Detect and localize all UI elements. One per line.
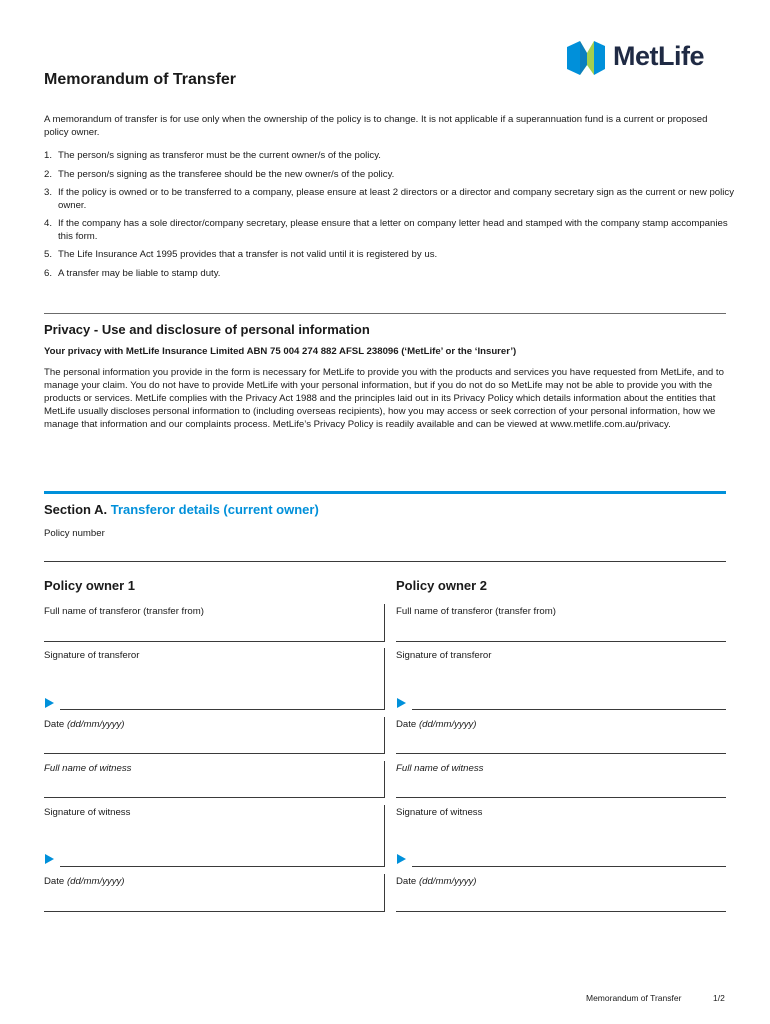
privacy-subheading: Your privacy with MetLife Insurance Limited ABN 75 004 274 882 AFSL 238096 (‘MetLife’ or the ‘Insurer’) [44, 346, 517, 357]
owner-1-witness-name-border [384, 761, 385, 798]
list-item: 2. The person/s signing as the transferee should be the new owner/s of the policy. [44, 168, 395, 180]
owner-1-witness-signature-border [384, 805, 385, 867]
owner-2-full-name-label: Full name of transferor (transfer from) [396, 606, 556, 617]
privacy-heading: Privacy - Use and disclosure of personal information [44, 322, 370, 337]
owner-1-full-name-border [384, 604, 385, 642]
metlife-logo-mark-icon [567, 41, 607, 75]
owner-1-witness-signature-field[interactable] [60, 866, 384, 867]
requirements-list [44, 150, 734, 286]
owner-1-witness-date-field[interactable] [44, 911, 384, 912]
list-item: 5. The Life Insurance Act 1995 provides that a transfer is not valid until it is registered by us. [44, 249, 438, 260]
list-item: 4. If the company has a sole director/company secretary, please ensure that a letter on company letter head and stamped with the company stamp accompanies this form. [44, 218, 728, 242]
owner-1-witness-date-label: Date (dd/mm/yyyy) [44, 876, 125, 887]
list-item: 6. A transfer may be liable to stamp duty. [44, 267, 221, 279]
list-item: 1. The person/s signing as transferor must be the current owner/s of the policy. [44, 150, 381, 161]
sign-here-arrow-icon [45, 698, 54, 708]
owner-1-heading: Policy owner 1 [44, 578, 136, 593]
divider [44, 313, 726, 314]
owner-1-witness-date-border [384, 874, 385, 912]
owner-2-heading: Policy owner 2 [396, 578, 488, 593]
section-a-heading: Section A. Transferor details (current owner) [44, 502, 319, 517]
owner-2-witness-signature-field[interactable] [412, 866, 726, 867]
intro-paragraph: A memorandum of transfer is for use only when the ownership of the policy is to change. It is not applicable if a superannuation fund is a current or proposed policy owner. [44, 114, 708, 138]
owner-2-witness-name-field[interactable] [396, 797, 726, 798]
owner-1-witness-signature-label: Signature of witness [44, 807, 131, 818]
owner-1-signature-border [384, 648, 385, 710]
owner-2-date-label: Date (dd/mm/yyyy) [396, 719, 477, 730]
owner-2-witness-date-label: Date (dd/mm/yyyy) [396, 876, 477, 887]
owner-1-full-name-field[interactable] [44, 641, 384, 642]
policy-number-field[interactable] [44, 561, 726, 562]
metlife-logo-text: MetLife [613, 41, 704, 71]
owner-1-witness-name-field[interactable] [44, 797, 384, 798]
owner-2-date-field[interactable] [396, 753, 726, 754]
footer-doc-name: Memorandum of Transfer [586, 993, 682, 1003]
footer-page-number: 1/2 [713, 993, 725, 1003]
owner-2-full-name-field[interactable] [396, 641, 726, 642]
owner-2-witness-date-field[interactable] [396, 911, 726, 912]
sign-here-arrow-icon [397, 854, 406, 864]
owner-2-signature-label: Signature of transferor [396, 650, 492, 661]
privacy-body: The personal information you provide in the form is necessary for MetLife to provide you with the products and services you have requested from MetLife, and to manage your claim. You do not have to provide MetLife with your personal information, but if you do not do so MetLife may not be able to provide you with the products or services. MetLife complies with the Privacy Act 1988 and the principles laid out in its Privacy Policy which details information about the entities that MetLife usually discloses personal information to (including overseas recipients), how you may access or seek correction of your personal information, how we manage that information and our complaints process. MetLife’s Privacy Policy is readily available and can be viewed at www.metlife.com.au/privacy. [44, 367, 724, 430]
sign-here-arrow-icon [397, 698, 406, 708]
owner-1-date-border [384, 717, 385, 754]
owner-1-signature-field[interactable] [60, 709, 384, 710]
owner-1-witness-name-label: Full name of witness [44, 763, 132, 774]
owner-1-signature-label: Signature of transferor [44, 650, 140, 661]
owner-2-signature-field[interactable] [412, 709, 726, 710]
list-item: 3. If the policy is owned or to be transferred to a company, please ensure at least 2 directors or a director and company secretary sign as the current or new policy owner. [44, 187, 734, 211]
section-divider [44, 491, 726, 494]
sign-here-arrow-icon [45, 854, 54, 864]
owner-1-date-field[interactable] [44, 753, 384, 754]
owner-2-witness-signature-label: Signature of witness [396, 807, 483, 818]
metlife-logo [567, 40, 727, 76]
page-title: Memorandum of Transfer [44, 71, 237, 88]
owner-1-date-label: Date (dd/mm/yyyy) [44, 719, 125, 730]
owner-2-witness-name-label: Full name of witness [396, 763, 484, 774]
policy-number-label: Policy number [44, 528, 105, 539]
owner-1-full-name-label: Full name of transferor (transfer from) [44, 606, 204, 617]
